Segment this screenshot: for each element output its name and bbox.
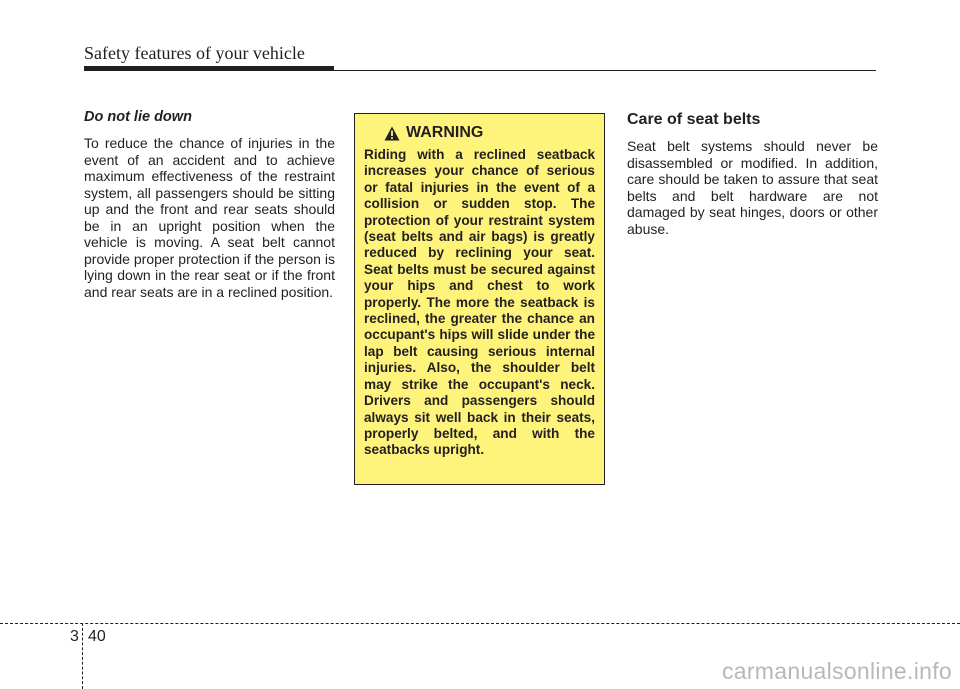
chapter-number: 3	[70, 628, 79, 645]
page-number: 40	[88, 628, 106, 645]
left-body-paragraph: To reduce the chance of injuries in the event of an accident and to achieve maximum effectiveness of the restraint system, all passengers should be sitting up and the front and rear seats should be in an upright position when the vehicle is moving. A seat belt cannot provide proper protection if the person is lying down in the rear seat or if the front and rear seats are in a reclined position.	[84, 135, 335, 300]
watermark: carmanualsonline.info	[721, 658, 952, 684]
heading-care-of-seat-belts: Care of seat belts	[627, 111, 761, 128]
warning-header	[384, 124, 595, 142]
warning-text: Riding with a reclined seatback increases your chance of serious or fatal injuries in the event of a collision or sudden stop. The protection of your restraint system (seat belts and air bags) is greatly reduced by reclining your seat. Seat belts must be secured against your hips and chest to work properly. The more the seatback is reclined, the greater the chance an occupant's hips will slide under the lap belt causing serious internal injuries. Also, the shoulder belt may strike the occupant's neck. Drivers and passengers should always sit well back in their seats, properly belted, and with the seatbacks upright.	[364, 147, 595, 458]
footer-rule	[0, 623, 960, 624]
warning-label: WARNING	[406, 124, 484, 141]
footer-divider	[82, 623, 83, 689]
warning-triangle-icon	[384, 126, 400, 141]
left-column	[84, 109, 335, 300]
page-header-title: Safety features of your vehicle	[84, 43, 305, 63]
warning-box	[354, 113, 605, 485]
header-rule-thin	[334, 70, 876, 71]
subheading-do-not-lie-down: Do not lie down	[84, 109, 192, 125]
right-column	[627, 111, 878, 237]
header-rule-thick	[84, 66, 334, 71]
right-body-paragraph: Seat belt systems should never be disassembled or modified. In addition, care should be taken to assure that seat belts and belt hardware are not damaged by seat hinges, doors or other abuse.	[627, 138, 878, 237]
